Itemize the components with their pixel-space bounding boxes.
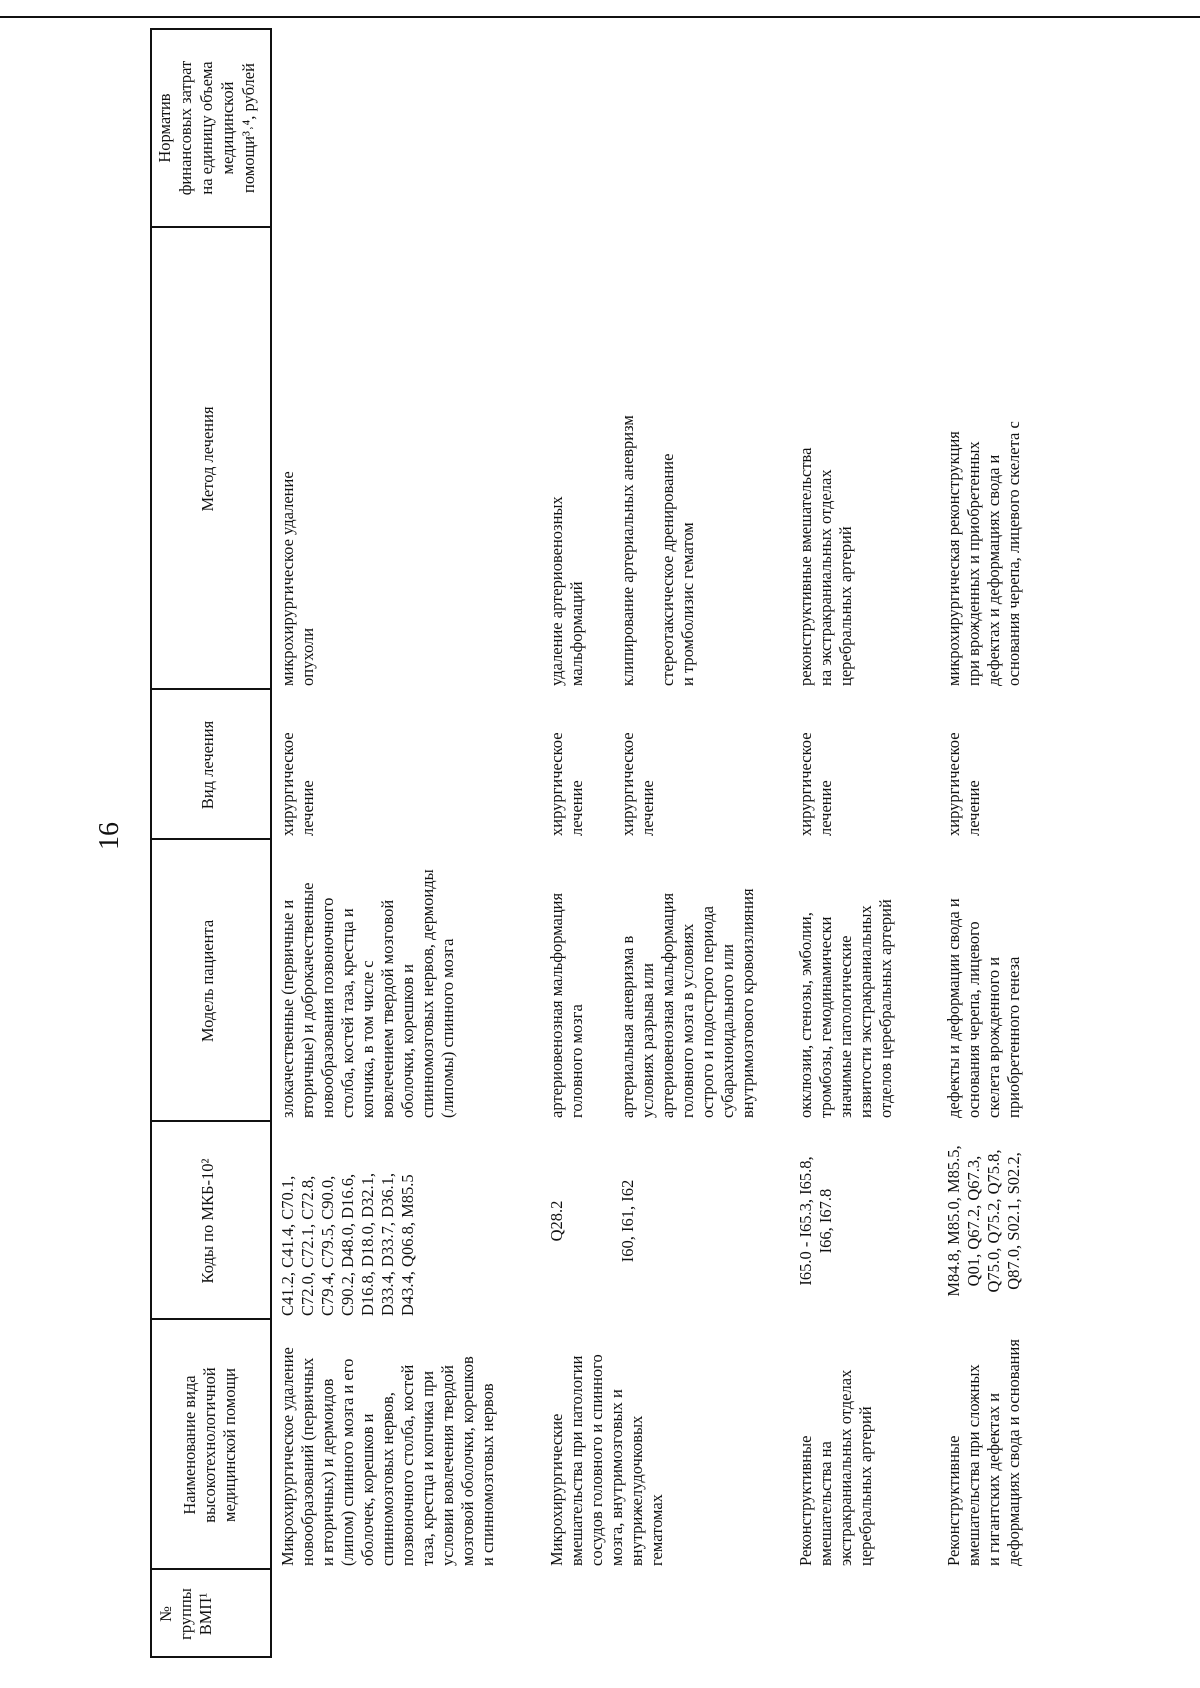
text-line: стереотаксическое дренирование <box>658 453 677 686</box>
header-method <box>198 232 218 686</box>
text-line: вмешательства на <box>816 1441 835 1566</box>
text-line: Q28.2 <box>547 1200 566 1242</box>
text-line: хирургическое <box>796 732 815 836</box>
row2b-kind <box>618 732 658 836</box>
text-line: (липом) спинного мозга и его <box>338 1358 357 1566</box>
text-line: Метод лечения <box>198 406 217 512</box>
text-line: копчика, в том числе с <box>358 960 377 1118</box>
row3-name <box>796 1370 876 1566</box>
text-line: I66, I67.8 <box>816 1188 835 1254</box>
header-bottom-rule <box>270 28 272 1658</box>
row2a-method <box>547 496 587 686</box>
text-line: гематомах <box>647 1494 666 1566</box>
text-line: головного мозга <box>567 1004 586 1118</box>
text-line: № <box>156 1606 175 1622</box>
text-line: C79.4, C79.5, C90.0, <box>318 1175 337 1316</box>
row2b-codes <box>618 1126 638 1316</box>
text-line: экстракраниальных отделах <box>836 1369 855 1566</box>
text-line: приобретенного генеза <box>1004 956 1023 1118</box>
row3-model <box>796 899 896 1118</box>
text-line: на единицу объема <box>197 61 216 195</box>
row4-kind <box>944 732 984 836</box>
text-line: D33.4, D33.7, D36.1, <box>378 1173 397 1316</box>
text-line: Q01, Q67.2, Q67.3, <box>964 1155 983 1287</box>
row1-name <box>278 1347 498 1566</box>
table-top-rule <box>150 28 152 1658</box>
text-line: лечение <box>638 780 657 836</box>
text-line: Вид лечения <box>198 720 217 810</box>
row2-name <box>547 1354 667 1566</box>
text-line: основания черепа, лицевого скелета с <box>1004 421 1023 686</box>
text-line: (липомы) спинного мозга <box>438 938 457 1118</box>
text-line: внутрижелудочковых <box>627 1415 646 1566</box>
text-line: микрохирургическое удаление <box>278 471 297 686</box>
row2a-model <box>547 893 587 1118</box>
text-line: на экстракраниальных отделах <box>816 469 835 686</box>
text-line: дефекты и деформации свода и <box>944 898 963 1118</box>
header-codes <box>198 1126 218 1316</box>
text-line: сосудов головного и спинного <box>587 1354 606 1566</box>
text-line: I60, I61, I62 <box>618 1179 637 1263</box>
row3-kind <box>796 732 836 836</box>
row2b-method <box>618 415 698 686</box>
text-line: скелета врожденного и <box>984 956 1003 1118</box>
text-line: таза, крестца и копчика при <box>418 1370 437 1566</box>
col-divider <box>150 688 270 690</box>
text-line: ВМП¹ <box>196 1592 215 1636</box>
col-divider <box>150 226 270 228</box>
text-line: Реконструктивные <box>944 1435 963 1566</box>
text-line: головного мозга в условиях <box>678 923 697 1118</box>
col-divider <box>150 838 270 840</box>
text-line: вмешательства при патологии <box>567 1355 586 1566</box>
text-line: хирургическое <box>618 732 637 836</box>
row2a-codes <box>547 1126 567 1316</box>
text-line: Модель пациента <box>198 919 217 1043</box>
header-model <box>198 844 218 1118</box>
text-line: извитости экстракраниальных <box>856 905 875 1118</box>
header-num <box>156 1574 216 1654</box>
text-line: Коды по МКБ-10² <box>198 1158 217 1284</box>
text-line: хирургическое <box>944 732 963 836</box>
text-line: клипирование артериальных аневризм <box>618 415 637 686</box>
row1-kind <box>278 732 318 836</box>
text-line: при врожденных и приобретенных <box>964 441 983 686</box>
text-line: Микрохирургическое удаление <box>278 1347 297 1566</box>
text-line: острого и подострого периода <box>698 906 717 1118</box>
text-line: Q87.0, S02.1, S02.2, <box>1004 1152 1023 1290</box>
text-line: помощи³˒⁴, рублей <box>239 63 258 193</box>
text-line: и спинномозговых нервов <box>478 1383 497 1566</box>
text-line: артериовенозная мальформация <box>547 892 566 1118</box>
text-line: лечение <box>298 780 317 836</box>
text-line: артериальная аневризма в <box>618 935 637 1118</box>
row1-codes <box>278 1173 418 1316</box>
col-divider <box>150 1120 270 1122</box>
text-line: Микрохирургические <box>547 1413 566 1566</box>
text-line: условиях разрыва или <box>638 963 657 1118</box>
row2a-kind <box>547 732 587 836</box>
text-line: реконструктивные вмешательства <box>796 447 815 686</box>
text-line: хирургическое <box>547 732 566 836</box>
medical-table <box>150 28 1200 1658</box>
text-line: церебральных артерий <box>836 526 855 686</box>
text-line: деформациях свода и основания <box>1004 1339 1023 1566</box>
text-line: медицинской <box>218 81 237 175</box>
row4-name <box>944 1339 1024 1566</box>
col-divider <box>150 1568 270 1570</box>
text-line: Наименование вида <box>180 1375 199 1515</box>
text-line: вмешательства при сложных <box>964 1364 983 1566</box>
text-line: оболочек, корешков и <box>358 1413 377 1566</box>
text-line: лечение <box>816 780 835 836</box>
text-line: и тромболизис гематом <box>678 522 697 686</box>
text-line: мальформаций <box>567 581 586 686</box>
text-line: церебральных артерий <box>856 1406 875 1566</box>
text-line: C90.2, D48.0, D16.6, <box>338 1173 357 1316</box>
text-line: окклюзии, стенозы, эмболии, <box>796 912 815 1118</box>
header-name <box>180 1324 240 1566</box>
text-line: и вторичных) и дермоидов <box>318 1378 337 1566</box>
text-line: спинномозговых нервов, дермоиды <box>418 869 437 1118</box>
page-edge-rule <box>0 16 1200 18</box>
text-line: Q75.0, Q75.2, Q75.8, <box>984 1149 1003 1293</box>
text-line: микрохирургическая реконструкция <box>944 431 963 686</box>
row1-method <box>278 471 318 686</box>
text-line: новообразования позвоночного <box>318 897 337 1118</box>
text-line: столба, костей таза, крестца и <box>338 908 357 1118</box>
text-line: D43.4, Q06.8, M85.5 <box>398 1174 417 1316</box>
text-line: медицинской помощи <box>220 1368 239 1522</box>
text-line: тромбозы, гемодинамически <box>816 916 835 1118</box>
text-line: дефектах и деформациях свода и <box>984 454 1003 686</box>
text-line: внутримозгового кровоизлияния <box>738 888 757 1118</box>
text-line: спинномозговых нервов, <box>378 1392 397 1566</box>
row4-method <box>944 421 1024 686</box>
text-line: хирургическое <box>278 732 297 836</box>
col-divider <box>150 1318 270 1320</box>
text-line: артериовенозная мальформация <box>658 892 677 1118</box>
header-norm <box>154 32 259 224</box>
row1-model <box>278 869 458 1118</box>
row4-codes <box>944 1126 1024 1316</box>
col-divider <box>150 1656 270 1658</box>
text-line: мозговой оболочки, корешков <box>458 1356 477 1566</box>
text-line: вовлечением твердой мозговой <box>378 899 397 1118</box>
text-line: Норматив <box>155 93 174 163</box>
text-line: удаление артериовенозных <box>547 496 566 686</box>
text-line: оболочки, корешков и <box>398 963 417 1118</box>
text-line: отделов церебральных артерий <box>876 899 895 1118</box>
text-line: позвоночного столба, костей <box>398 1364 417 1566</box>
text-line <box>638 415 658 686</box>
row3-method <box>796 448 856 686</box>
text-line: и гигантских дефектах и <box>984 1392 1003 1566</box>
text-line: лечение <box>567 780 586 836</box>
row4-model <box>944 898 1024 1118</box>
text-line: злокачественные (первичные и <box>278 899 297 1118</box>
header-kind <box>198 694 218 836</box>
text-line: новообразований (первичных <box>298 1357 317 1566</box>
text-line: C41.2, C41.4, C70.1, <box>278 1175 297 1316</box>
text-line: вторичные) и доброкачественные <box>298 882 317 1118</box>
text-line: основания черепа, лицевого <box>964 921 983 1118</box>
text-line: значимые патологические <box>836 935 855 1118</box>
text-line: высокотехнологичной <box>200 1367 219 1523</box>
text-line: Реконструктивные <box>796 1435 815 1566</box>
text-line: субарахноидального или <box>718 944 737 1118</box>
text-line: финансовых затрат <box>176 60 195 196</box>
row3-codes <box>796 1126 836 1316</box>
text-line: D16.8, D18.0, D32.1, <box>358 1173 377 1316</box>
page-number: 16 <box>94 822 125 850</box>
text-line: группы <box>176 1588 195 1640</box>
text-line: условии вовлечения твердой <box>438 1364 457 1566</box>
text-line: M84.8, M85.0, M85.5, <box>944 1145 963 1297</box>
text-line: опухоли <box>298 627 317 686</box>
text-line: I65.0 - I65.3, I65.8, <box>796 1156 815 1286</box>
text-line: лечение <box>964 780 983 836</box>
text-line: C72.0, C72.1, C72.8, <box>298 1175 317 1316</box>
text-line: мозга, внутримозговых и <box>607 1389 626 1566</box>
col-divider <box>150 28 270 30</box>
row2b-model <box>618 888 758 1118</box>
